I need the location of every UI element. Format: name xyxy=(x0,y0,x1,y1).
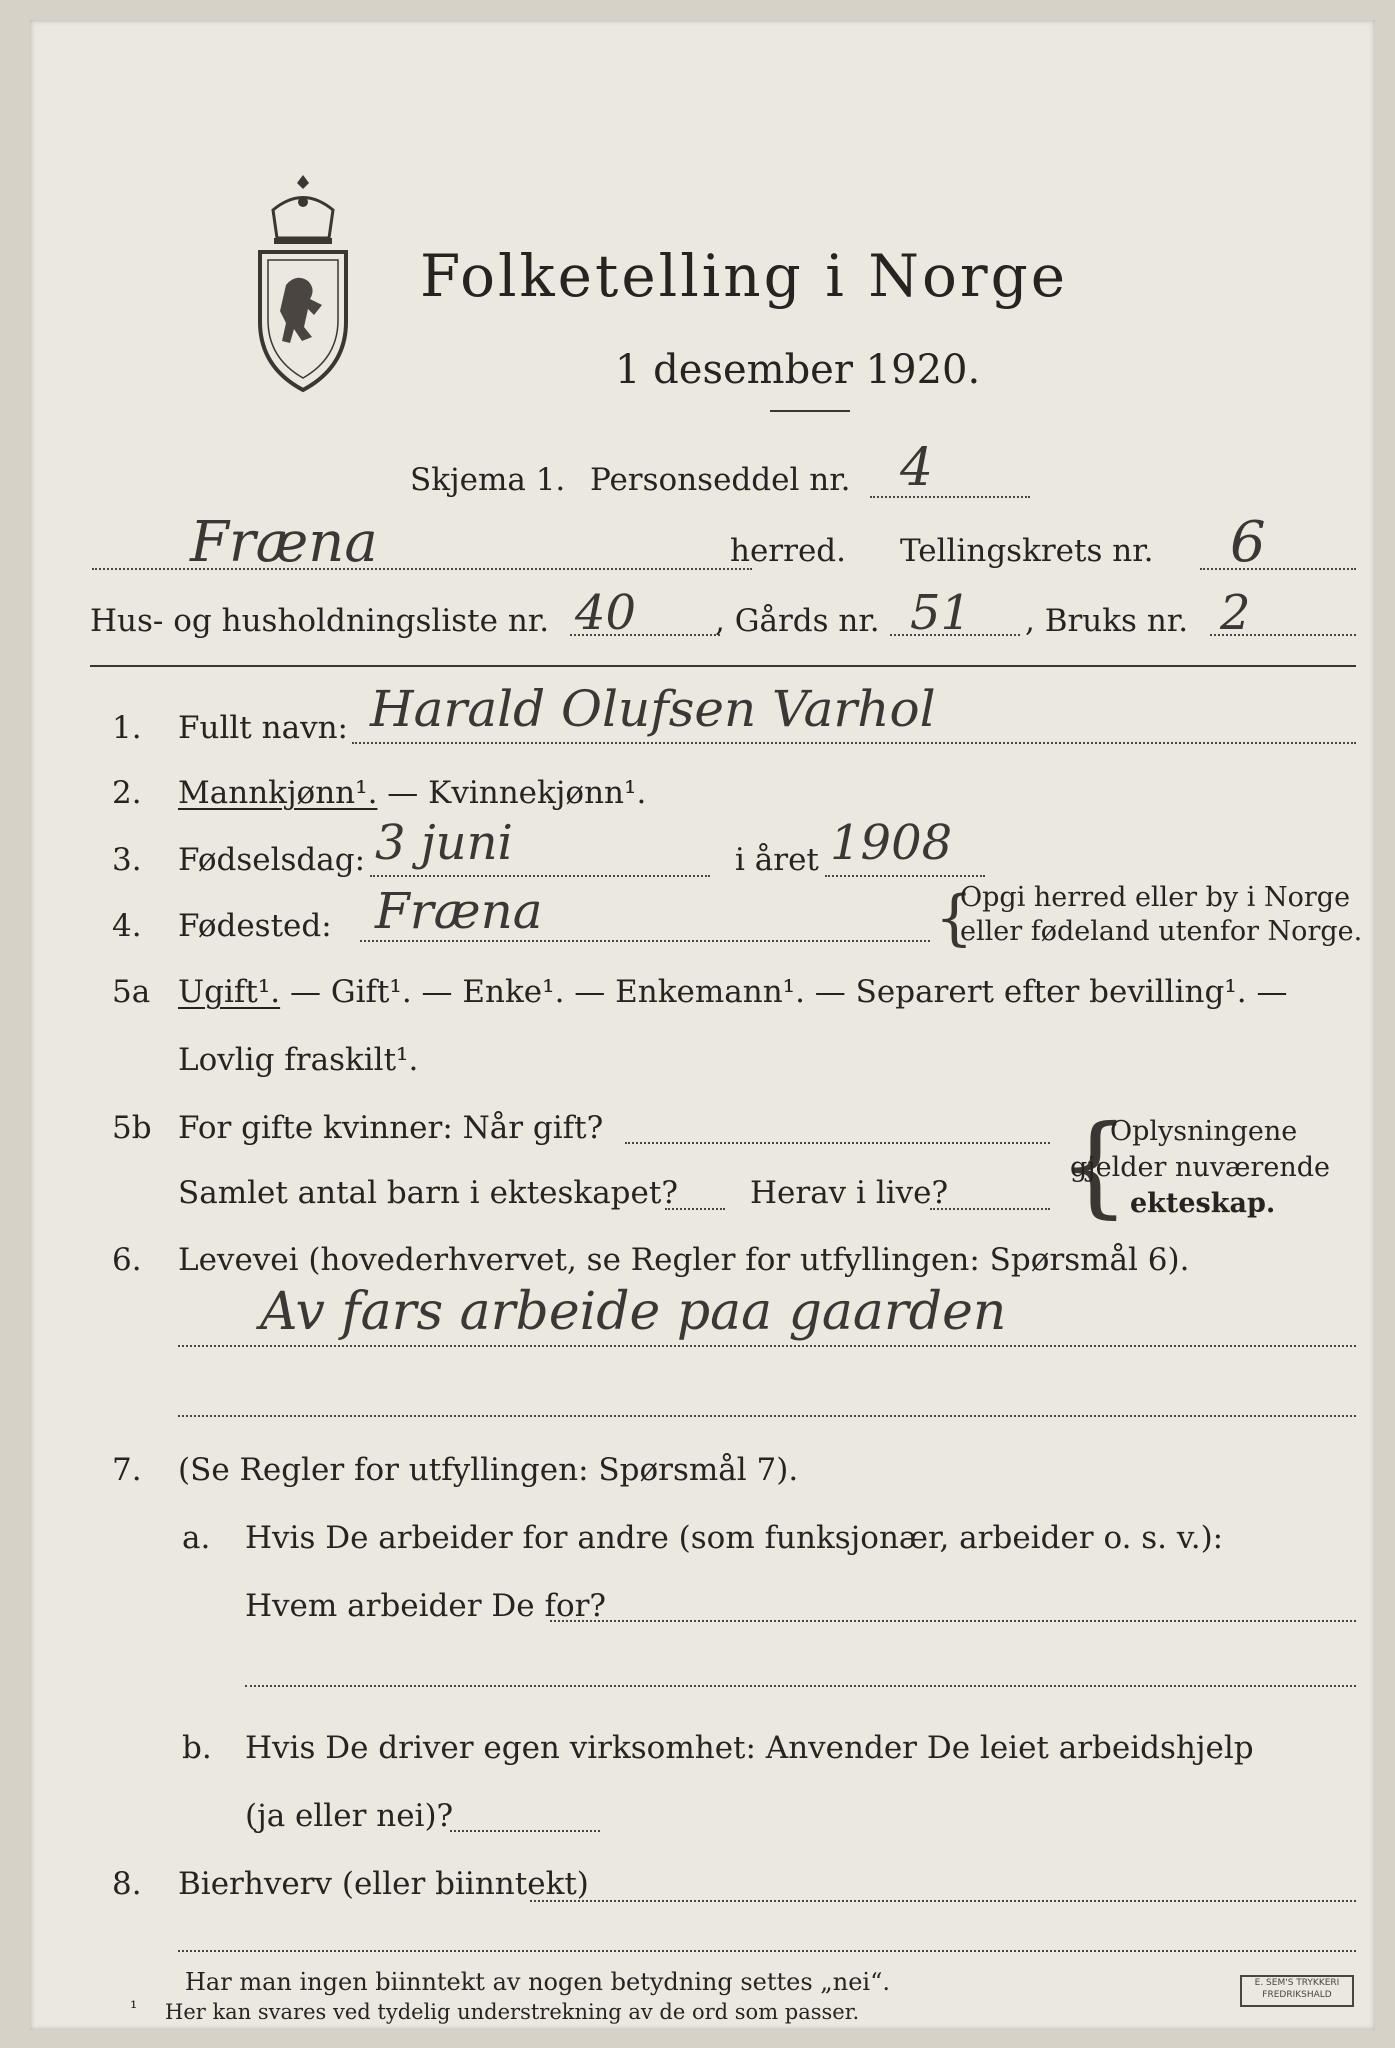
q5b-note-line1: Oplysningene xyxy=(1110,1116,1298,1147)
tellingskrets-value: 6 xyxy=(1230,510,1266,575)
personseddel-label: Personseddel nr. xyxy=(590,462,851,498)
option-female[interactable]: Kvinnekjønn¹. xyxy=(428,775,647,811)
q4-note-line2: eller fødeland utenfor Norge. xyxy=(960,916,1363,947)
q7b-yesno-label: (ja eller nei)? xyxy=(245,1798,454,1834)
option-male[interactable]: Mannkjønn¹. xyxy=(178,775,378,811)
census-date: 1 desember 1920. xyxy=(615,347,981,393)
q5a-number: 5a xyxy=(112,974,151,1010)
skjema-label: Skjema 1. xyxy=(410,462,566,498)
q5b-note-line2: gjelder nuværende xyxy=(1070,1152,1330,1183)
q7-number: 7. xyxy=(112,1452,142,1488)
title-divider xyxy=(770,410,850,412)
husliste-label: Hus- og husholdningsliste nr. xyxy=(90,603,550,639)
footnote-mark: ¹ xyxy=(130,1998,138,2019)
herred-label: herred. xyxy=(730,533,846,569)
form-title: Folketelling i Norge xyxy=(420,242,1069,310)
q8-label: Bierhverv (eller biinntekt) xyxy=(178,1866,589,1902)
option-ugift[interactable]: Ugift¹. xyxy=(178,974,281,1010)
birthyear-field[interactable] xyxy=(825,875,985,877)
employer-field[interactable] xyxy=(550,1620,1356,1622)
full-name-value: Harald Olufsen Varhol xyxy=(370,680,936,738)
q5b-label: For gifte kvinner: Når gift? xyxy=(178,1110,604,1146)
q6-number: 6. xyxy=(112,1242,142,1278)
q3-number: 3. xyxy=(112,842,142,878)
q2-options xyxy=(178,775,646,811)
employer-field-line2[interactable] xyxy=(245,1685,1356,1687)
census-form xyxy=(30,20,1375,2030)
footnote-text: Her kan svares ved tydelig understrekning av de ord som passer. xyxy=(165,2000,860,2024)
birthplace-value: Fræna xyxy=(375,882,543,940)
q4-brace: { xyxy=(935,883,974,953)
birthyear-value: 1908 xyxy=(830,815,953,871)
q2-number: 2. xyxy=(112,775,142,811)
occupation-field-line1[interactable] xyxy=(178,1345,1356,1347)
printer-stamp xyxy=(1240,1975,1354,2007)
q5b-brace: { xyxy=(1060,1101,1130,1229)
q7b-letter: b. xyxy=(182,1730,212,1766)
herred-value: Fræna xyxy=(190,510,378,575)
occupation-value: Av fars arbeide paa gaarden xyxy=(260,1282,1007,1342)
q5b-number: 5b xyxy=(112,1110,152,1146)
q2-separator: — xyxy=(377,775,429,811)
children-alive-field[interactable] xyxy=(930,1208,1050,1210)
q7-label: (Se Regler for utfyllingen: Spørsmål 7). xyxy=(178,1452,799,1488)
no-income-note: Har man ingen biinntekt av nogen betydning settes „nei“. xyxy=(185,1968,890,1996)
birthdate-value: 3 juni xyxy=(375,815,513,871)
gards-label: , Gårds nr. xyxy=(715,603,880,639)
q4-label: Fødested: xyxy=(178,908,332,944)
printer-stamp-line1: E. SEM'S TRYKKERI xyxy=(1254,1978,1340,1988)
occupation-field-line2[interactable] xyxy=(178,1415,1356,1417)
married-when-field[interactable] xyxy=(625,1142,1050,1144)
personseddel-value: 4 xyxy=(900,438,934,498)
q5b-alive-label: Herav i live? xyxy=(750,1175,949,1211)
tellingskrets-field[interactable] xyxy=(1200,568,1356,570)
q7b-label: Hvis De driver egen virksomhet: Anvender De leiet arbeidshjelp xyxy=(245,1730,1254,1766)
q7a-label: Hvis De arbeider for andre (som funksjonær, arbeider o. s. v.): xyxy=(245,1520,1224,1556)
q6-label: Levevei (hovederhvervet, se Regler for utfyllingen: Spørsmål 6). xyxy=(178,1242,1190,1278)
q7a-letter: a. xyxy=(182,1520,211,1556)
q7a-employer-label: Hvem arbeider De for? xyxy=(245,1588,607,1624)
q5a-options xyxy=(178,974,1287,1010)
q4-note-line1: Opgi herred eller by i Norge xyxy=(960,882,1351,913)
full-name-field[interactable] xyxy=(352,742,1356,744)
bruks-value: 2 xyxy=(1220,585,1251,641)
side-income-field[interactable] xyxy=(530,1900,1356,1902)
gards-value: 51 xyxy=(910,585,972,641)
side-income-field-line2[interactable] xyxy=(178,1950,1356,1952)
q8-number: 8. xyxy=(112,1866,142,1902)
printer-stamp-line2: FREDRIKSHALD xyxy=(1262,1990,1332,2000)
option-lovlig-fraskilt[interactable]: Lovlig fraskilt¹. xyxy=(178,1042,419,1078)
header-divider xyxy=(90,665,1356,667)
q5a-other-options[interactable]: — Gift¹. — Enke¹. — Enkemann¹. — Separert efter bevilling¹. — xyxy=(280,974,1288,1010)
bruks-label: , Bruks nr. xyxy=(1025,603,1189,639)
q1-number: 1. xyxy=(112,710,142,746)
q5b-children-label: Samlet antal barn i ekteskapet? xyxy=(178,1175,678,1211)
q4-number: 4. xyxy=(112,908,142,944)
q5b-note-line3: ekteskap. xyxy=(1130,1188,1276,1219)
birthdate-field[interactable] xyxy=(370,875,710,877)
q1-label: Fullt navn: xyxy=(178,710,348,746)
q3-label: Fødselsdag: xyxy=(178,842,366,878)
coat-of-arms-icon xyxy=(248,170,358,395)
husliste-value: 40 xyxy=(575,585,637,641)
tellingskrets-label: Tellingskrets nr. xyxy=(900,533,1154,569)
children-total-field[interactable] xyxy=(665,1208,725,1210)
hired-help-field[interactable] xyxy=(450,1830,600,1832)
birthplace-field[interactable] xyxy=(360,940,930,942)
personseddel-field[interactable] xyxy=(870,496,1030,498)
year-label: i året xyxy=(735,842,819,878)
